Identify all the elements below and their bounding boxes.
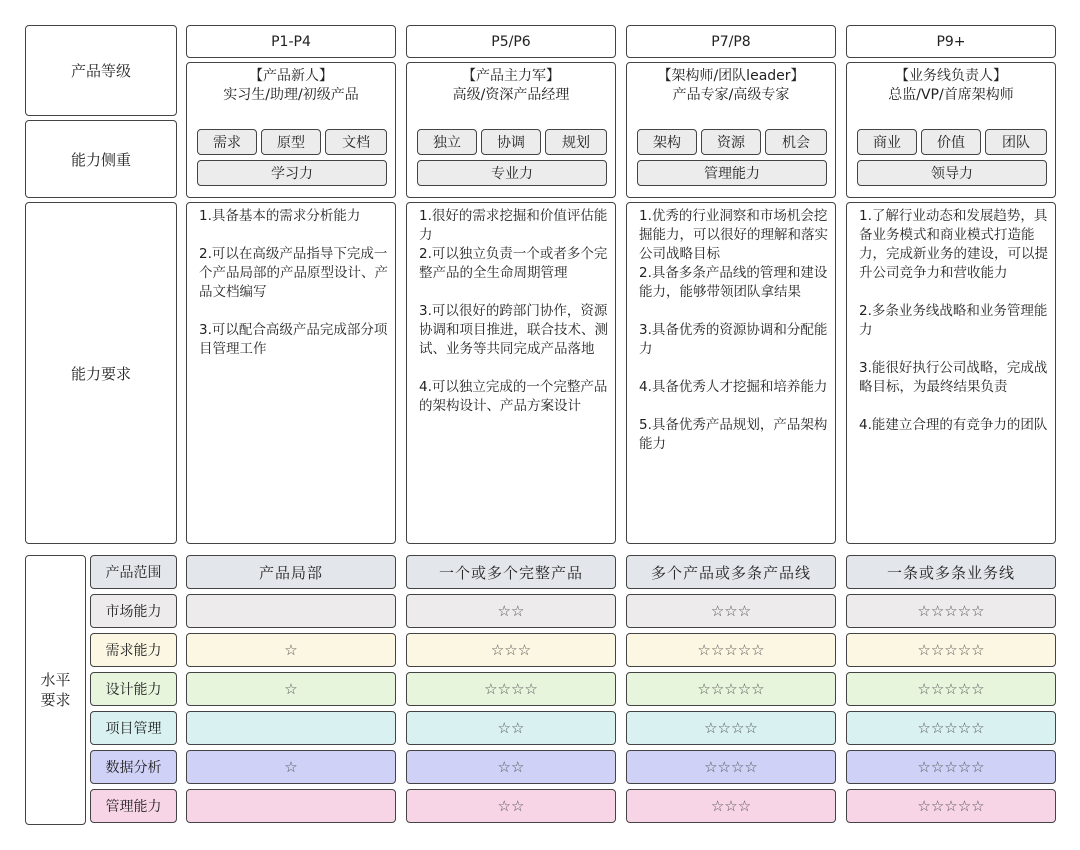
star-rating: ☆☆☆☆☆ [846, 594, 1056, 628]
level-requirements-4 [846, 202, 1056, 544]
requirements-label: 能力要求 [25, 202, 177, 544]
star-rating: ☆☆☆☆ [406, 672, 616, 706]
row-label-2: 市场能力 [90, 594, 177, 628]
skill-chip: 原型 [261, 129, 321, 155]
level-requirements-2 [406, 202, 616, 544]
requirement-item: 3.能很好执行公司战略，完成战略目标，为最终结果负责 [859, 360, 1048, 395]
level-requirements-1 [186, 202, 396, 544]
skill-chip: 需求 [197, 129, 257, 155]
requirement-item: 3.可以配合高级产品完成部分项目管理工作 [199, 322, 388, 357]
star-rating: ☆☆ [406, 789, 616, 823]
product-level-label: 产品等级 [25, 25, 177, 116]
skill-chip: 协调 [481, 129, 541, 155]
row-value: 一条或多条业务线 [846, 555, 1056, 589]
skill-chip: 团队 [985, 129, 1047, 155]
level-role: 【产品主力军】 [462, 68, 560, 84]
level-profile-3 [626, 62, 836, 198]
level-code-text: P9+ [936, 33, 966, 50]
skill-chip: 规划 [545, 129, 607, 155]
star-rating: ☆☆☆☆☆ [846, 672, 1056, 706]
row-value [186, 789, 396, 823]
skill-chip: 价值 [921, 129, 981, 155]
row-label-7: 管理能力 [90, 789, 177, 823]
star-rating: ☆☆☆☆☆ [846, 750, 1056, 784]
requirement-item: 2.可以在高级产品指导下完成一个产品局部的产品原型设计、产品文档编写 [199, 246, 388, 300]
skill-chip: 架构 [637, 129, 697, 155]
row-label-6: 数据分析 [90, 750, 177, 784]
core-ability-chip: 专业力 [417, 160, 607, 186]
level-code-text: P7/P8 [711, 33, 751, 50]
skill-chip: 独立 [417, 129, 477, 155]
level-profile-1 [186, 62, 396, 198]
requirement-item: 4.具备优秀人才挖掘和培养能力 [639, 379, 828, 395]
core-ability-chip: 管理能力 [637, 160, 827, 186]
skill-chip: 文档 [325, 129, 387, 155]
core-ability-chip: 学习力 [197, 160, 387, 186]
star-rating: ☆☆ [406, 711, 616, 745]
level-code-2 [406, 25, 616, 58]
level-profile-2 [406, 62, 616, 198]
star-rating: ☆☆☆☆ [626, 750, 836, 784]
star-rating: ☆☆☆ [626, 789, 836, 823]
level-titles: 高级/资深产品经理 [452, 87, 570, 103]
star-rating: ☆☆☆☆☆ [626, 672, 836, 706]
star-rating: ☆☆☆☆☆ [846, 711, 1056, 745]
star-rating: ☆☆☆ [626, 594, 836, 628]
requirement-item: 5.具备优秀产品规划，产品架构能力 [639, 417, 828, 452]
row-label-4: 设计能力 [90, 672, 177, 706]
requirement-item: 3.具备优秀的资源协调和分配能力 [639, 322, 828, 357]
requirement-item: 1.了解行业动态和发展趋势，具备业务模式和商业模式打造能力，完成新业务的建设，可以提升公司竞争力和营收能力 [859, 208, 1048, 281]
row-value: 多个产品或多条产品线 [626, 555, 836, 589]
row-value: 产品局部 [186, 555, 396, 589]
requirement-item: 4.可以独立完成的一个完整产品的架构设计、产品方案设计 [419, 379, 608, 414]
level-code-3 [626, 25, 836, 58]
requirement-item: 2.多条业务线战略和业务管理能力 [859, 303, 1048, 338]
row-value [186, 594, 396, 628]
level-code-text: P5/P6 [491, 33, 531, 50]
core-ability-chip: 领导力 [857, 160, 1047, 186]
level-requirements-3 [626, 202, 836, 544]
star-rating: ☆ [186, 633, 396, 667]
requirement-item: 3.可以很好的跨部门协作，资源协调和项目推进，联合技术、测试、业务等共同完成产品落地 [419, 303, 608, 357]
star-rating: ☆☆☆ [406, 633, 616, 667]
level-role: 【业务线负责人】 [895, 68, 1007, 84]
level-titles: 产品专家/高级专家 [672, 87, 790, 103]
skill-chip: 机会 [765, 129, 827, 155]
level-profile-4 [846, 62, 1056, 198]
requirement-item: 1.很好的需求挖掘和价值评估能力 2.可以独立负责一个或者多个完整产品的全生命周期管理 [419, 208, 608, 281]
requirement-item: 1.优秀的行业洞察和市场机会挖掘能力，可以很好的理解和落实公司战略目标 2.具备多条产品线的管理和建设能力，能够带领团队拿结果 [639, 208, 828, 300]
level-titles: 实习生/助理/初级产品 [223, 87, 359, 103]
focus-label: 能力侧重 [25, 120, 177, 198]
star-rating: ☆☆☆☆ [626, 711, 836, 745]
star-rating: ☆☆☆☆☆ [626, 633, 836, 667]
requirement-item: 4.能建立合理的有竞争力的团队 [859, 417, 1048, 433]
row-label-5: 项目管理 [90, 711, 177, 745]
star-rating: ☆☆ [406, 750, 616, 784]
level-code-1 [186, 25, 396, 58]
row-label-1: 产品范围 [90, 555, 177, 589]
level-role: 【架构师/团队leader】 [657, 68, 805, 84]
star-rating: ☆☆ [406, 594, 616, 628]
row-value [186, 711, 396, 745]
star-rating: ☆☆☆☆☆ [846, 789, 1056, 823]
skill-chip: 商业 [857, 129, 917, 155]
level-code-text: P1-P4 [271, 33, 311, 50]
star-rating: ☆☆☆☆☆ [846, 633, 1056, 667]
horizontal-requirements-label: 水平 要求 [25, 555, 86, 825]
level-code-4 [846, 25, 1056, 58]
level-titles: 总监/VP/首席架构师 [888, 87, 1014, 103]
level-role: 【产品新人】 [249, 68, 333, 84]
star-rating: ☆ [186, 672, 396, 706]
skill-chip: 资源 [701, 129, 761, 155]
requirement-item: 1.具备基本的需求分析能力 [199, 208, 361, 224]
star-rating: ☆ [186, 750, 396, 784]
row-label-3: 需求能力 [90, 633, 177, 667]
row-value: 一个或多个完整产品 [406, 555, 616, 589]
